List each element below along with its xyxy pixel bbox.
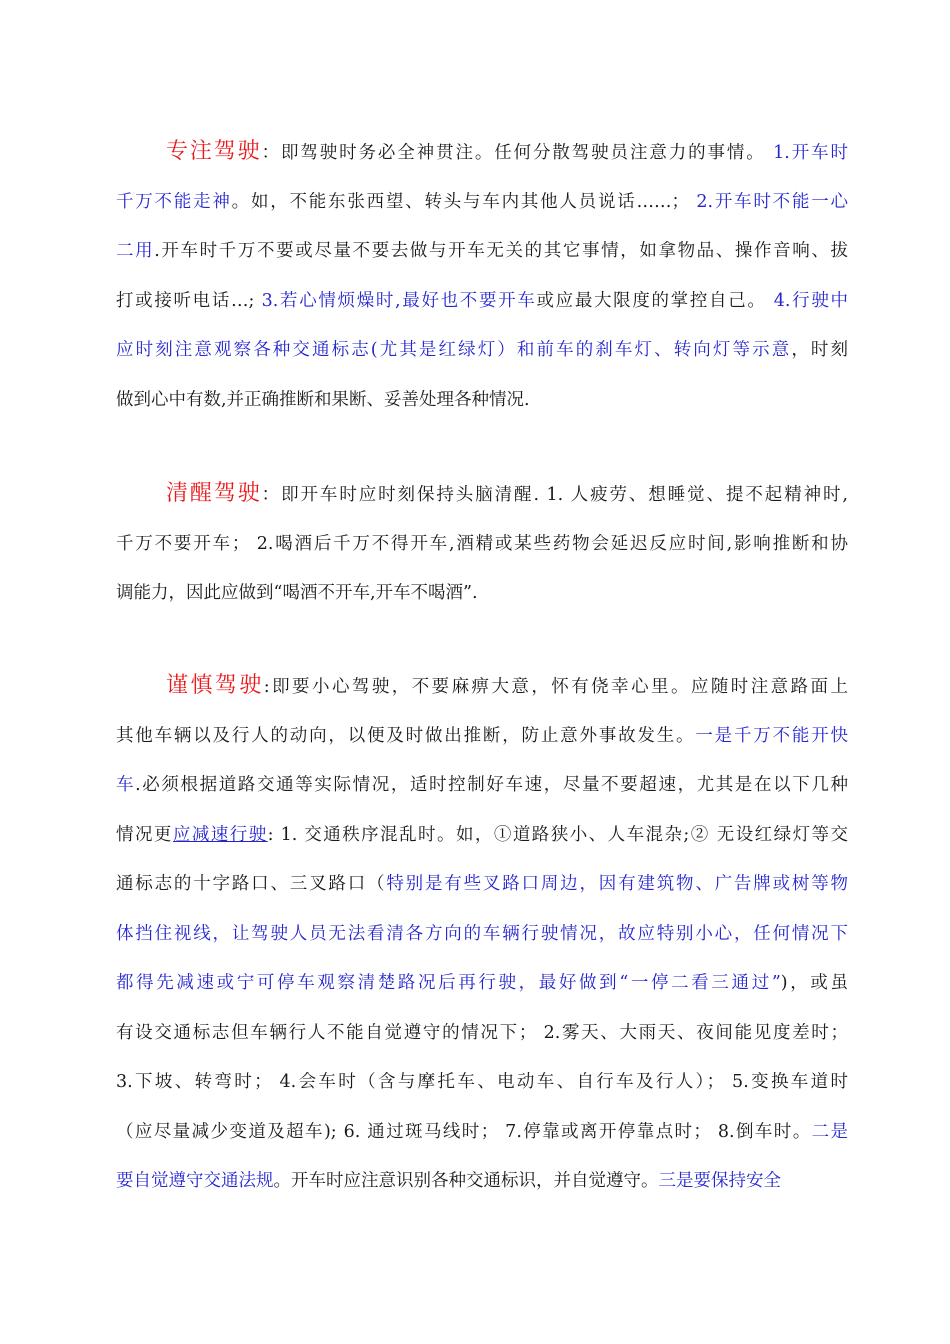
body-text: 即开车时应时刻保持头脑清醒. 1. 人疲劳、想睡觉、提不起精神时, [281,485,848,505]
body-text: 有设交通标志但车辆行人不能自觉遵守的情况下； 2.雾天、大雨天、夜间能见度差时； [116,1022,848,1043]
text-line [116,388,848,412]
body-text: ，时刻 [791,340,849,360]
body-text: 其他车辆以及行人的动向，以便及时做出推断，防止意外事故发生。 [116,725,696,746]
section-heading: 谨慎驾驶 [166,673,264,698]
section-heading: 专注驾驶 [166,139,262,164]
highlighted-text: 车 [116,775,136,795]
body-text: 打或接听电话…; [116,290,255,311]
highlighted-text: 应时刻注意观察各种交通标志(尤其是红绿灯）和前车的刹车灯、转向灯等示意 [116,340,792,360]
body-text: 。如，不能东张西望、转头与车内其他人员说话……； [231,191,690,212]
body-text: ： [261,485,282,505]
text-line [116,190,848,214]
text-line [116,1070,848,1094]
highlighted-text: 特别是有些叉路口周边，因有建筑物、广告牌或树等物 [386,874,849,894]
highlighted-text: 4.行驶中 [766,290,848,311]
body-text: .必须根据道路交通等实际情况，适时控制好车速，尽量不要超速，尤其是在以下几种 [135,775,849,795]
body-text: :即要小心驾驶，不要麻痹大意，怀有侥幸心里。应随时注意路面上 [263,677,848,697]
text-line [116,971,848,995]
text-line [116,338,848,362]
body-text: 通标志的十字路口、三叉路口（ [116,874,387,894]
highlighted-text: 应减速行驶 [172,824,268,845]
highlighted-text: 二用 [116,241,155,261]
body-text: 做到心中有数,并正确推断和果断、妥善处理各种情况. [116,389,530,410]
text-line [116,1021,848,1045]
text-line [166,482,848,507]
highlighted-text: 二是 [811,1121,849,1142]
text-line [166,674,848,699]
highlighted-text: 3.若心情烦燥时,最好也不要开车 [254,290,537,311]
body-text: （应尽量减少变道及超车); 6. 通过斑马线时； 7.停靠或离开停靠点时； 8.倒车时。 [116,1121,812,1142]
text-line [116,532,848,556]
section-heading: 清醒驾驶 [166,481,262,506]
body-text: .开车时千万不要或尽量不要去做与开车无关的其它事情，如拿物品、操作音响、拔 [154,241,848,261]
body-text: 。开车时应注意识别各种交通标识，并自觉遵守。 [273,1171,659,1191]
text-line [116,289,848,313]
text-line [116,239,848,263]
highlighted-text: 一是千万不能开快 [695,725,849,746]
highlighted-text: 三是要保持安全 [658,1171,781,1191]
text-line [116,1120,848,1144]
body-text: 调能力，因此应做到“喝酒不开车,开车不喝酒”. [116,583,478,603]
highlighted-text: 千万不能走神 [116,191,232,212]
body-text: ： [261,143,281,163]
body-text: 3.下坡、转弯时； 4.会车时（含与摩托车、电动车、自行车及行人）； 5.变换车道时 [116,1072,848,1092]
highlighted-text: 都得先减速或宁可停车观察清楚路况后再行驶，最好做到“一停二看三通过” [116,973,781,993]
text-line [116,823,848,847]
text-line [116,773,848,797]
highlighted-text: 体挡住视线，让驾驶人员无法看清各方向的车辆行驶情况，故应特别小心，任何情况下 [116,923,848,944]
body-text: 情况更 [116,824,173,845]
text-line [116,872,848,896]
highlighted-text: 要自觉遵守交通法规 [116,1171,274,1191]
body-text: : 1. 交通秩序混乱时。如，①道路狭小、人车混杂;② 无设红绿灯等交 [267,824,849,845]
highlighted-text: 1.开车时 [765,143,848,163]
text-line [166,140,848,165]
body-text: 千万不要开车； 2.喝酒后千万不得开车,酒精或某些药物会延迟反应时间,影响推断和协 [116,533,848,554]
body-text: )，或虽 [780,973,849,993]
text-line [116,581,848,605]
highlighted-text: 2.开车时不能一心 [689,191,848,212]
body-text: 或应最大限度的掌控自己。 [536,290,767,311]
text-line [116,1169,848,1193]
text-line [116,724,848,748]
text-line [116,922,848,946]
body-text: 即驾驶时务必全神贯注。任何分散驾驶员注意力的事情。 [280,143,766,163]
